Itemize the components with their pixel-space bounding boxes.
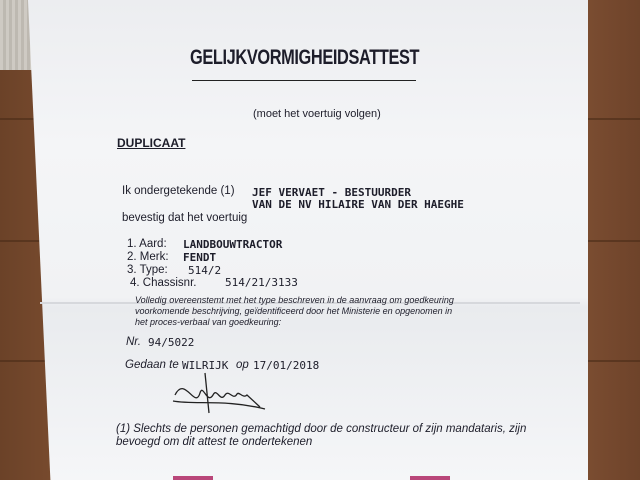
- vehicle-label: 1. Aard:: [127, 238, 167, 250]
- vehicle-value: FENDT: [183, 251, 217, 264]
- conformity-line: het proces-verbaal van goedkeuring:: [135, 317, 282, 327]
- confirm-text: bevestig dat het voertuig: [122, 212, 248, 224]
- vehicle-value: 514/2: [188, 264, 222, 277]
- date-prefix: op: [236, 359, 249, 371]
- place-value: WILRIJK: [182, 359, 229, 372]
- document-subtitle: (moet het voertuig volgen): [253, 108, 381, 120]
- signer-intro: Ik ondergetekende (1): [122, 185, 235, 197]
- date-value: 17/01/2018: [253, 359, 320, 372]
- certificate-paper: [28, 0, 588, 480]
- vehicle-label: 3. Type:: [127, 264, 168, 276]
- handwritten-signature: [165, 365, 285, 425]
- stamp-mark: [410, 476, 450, 480]
- vehicle-label: 4. Chassisnr.: [130, 277, 197, 289]
- vehicle-value: LANDBOUWTRACTOR: [183, 238, 283, 251]
- footnote-line: bevoegd om dit attest te ondertekenen: [116, 436, 313, 448]
- vehicle-value: 514/21/3133: [225, 276, 298, 289]
- stamp-mark: [173, 476, 213, 480]
- document-title: GELIJKVORMIGHEIDSATTEST: [190, 46, 420, 69]
- vehicle-label: 2. Merk:: [127, 251, 169, 263]
- footnote-line: (1) Slechts de personen gemachtigd door de constructeur of zijn mandataris, zijn: [116, 423, 527, 435]
- duplicate-label: DUPLICAAT: [117, 136, 186, 150]
- done-at-prefix: Gedaan te: [125, 359, 179, 371]
- number-value: 94/5022: [148, 336, 195, 349]
- signer-company: VAN DE NV HILAIRE VAN DER HAEGHE: [252, 198, 464, 211]
- conformity-line: Volledig overeenstemt met het type beschreven in de aanvraag om goedkeuring: [135, 295, 454, 305]
- title-underline: [192, 80, 416, 81]
- number-label: Nr.: [126, 336, 141, 348]
- conformity-line: voorkomende beschrijving, geïdentificeerd door het Ministerie en opgenomen in: [135, 306, 453, 316]
- signer-name: JEF VERVAET - BESTUURDER: [252, 186, 411, 199]
